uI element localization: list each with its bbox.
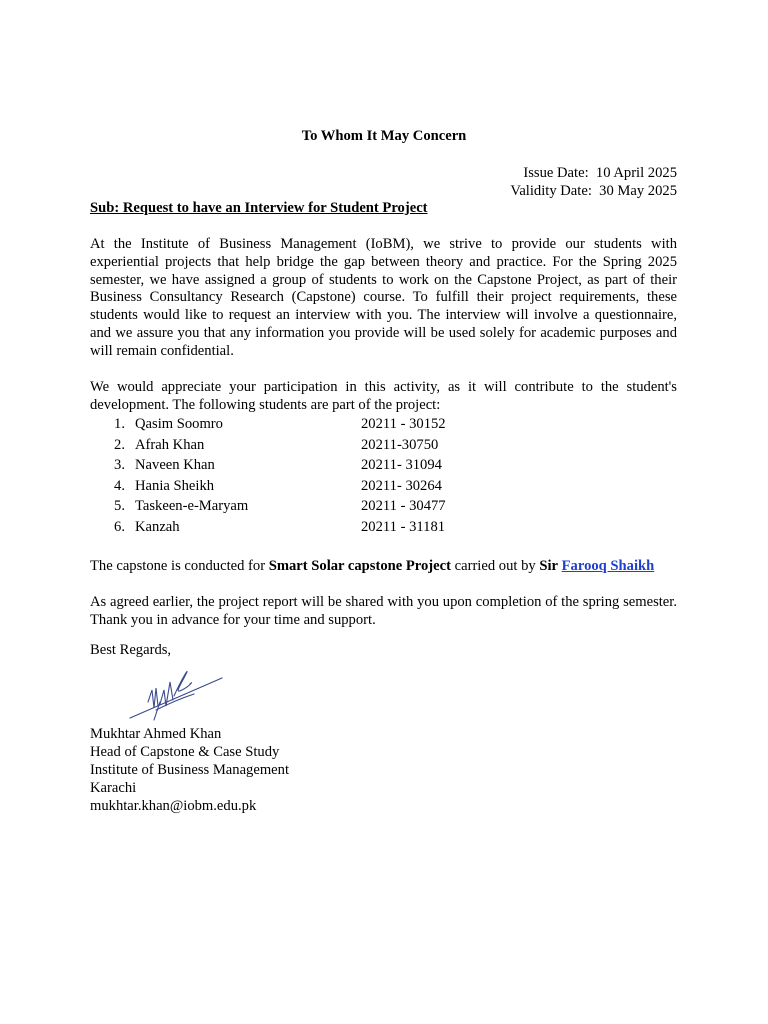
date-block [510,165,677,201]
student-list [90,414,590,537]
student-id: 20211- 30264 [361,477,442,494]
list-number: 2. [114,436,125,453]
intro-paragraph: At the Institute of Business Management (IoBM), we strive to provide our students with experiential projects that help bridge the gap between theory and practice. For the Spring 2025 semester, we have assigned a group of students to work on the Capstone Project, as part of their Business Consultancy Research (Capstone) course. To fulfill their project requirements, these students would like to request an interview with you. The interview will involve a questionnaire, and we assure you that any information you provide will be used solely for academic purposes and will remain confidential. [90,236,677,359]
list-number: 3. [114,457,125,473]
closing-salutation: Best Regards, [90,642,172,658]
supervisor-link[interactable]: Farooq Shaikh [561,558,655,574]
student-id: 20211 - 31181 [361,518,446,535]
student-id: 20211 - 30477 [361,498,446,514]
issue-date: Issue Date: 10 April 2025 [523,165,677,181]
list-item [90,496,590,517]
institute-name: Institute of Business Management [90,762,290,778]
participation-paragraph: We would appreciate your participation in this activity, as it will contribute to the student's development. The following students are part of the project: [90,379,677,413]
capstone-prefix: The capstone is conducted for [90,558,269,574]
list-item [90,476,590,497]
list-number: 6. [114,518,125,535]
student-name: Kanzah [135,518,180,535]
capstone-mid: carried out by [450,558,540,574]
city: Karachi [90,780,137,796]
validity-date: Validity Date: 30 May 2025 [510,182,677,199]
subject-line: Sub: Request to have an Interview for Student Project [90,200,428,216]
signature-image [90,660,255,724]
signer-title: Head of Capstone & Case Study [90,744,280,760]
signer-email[interactable]: mukhtar.khan@iobm.edu.pk [90,798,257,814]
list-item [90,517,590,538]
list-number: 1. [114,416,125,432]
student-name: Naveen Khan [135,457,215,473]
student-name: Hania Sheikh [135,477,215,494]
signature-block [90,726,289,816]
student-id: 20211 - 30152 [361,416,446,432]
project-name: Smart Solar capstone Project [268,558,451,574]
student-name: Taskeen-e-Maryam [135,498,249,514]
sir-title: Sir [539,558,558,574]
list-item [90,435,590,456]
signer-name: Mukhtar Ahmed Khan [90,726,222,742]
list-item [90,414,590,435]
student-name: Afrah Khan [135,436,205,453]
student-name: Qasim Soomro [135,416,223,432]
letter-title: To Whom It May Concern [301,128,467,144]
list-number: 5. [114,498,125,514]
closing-paragraph: As agreed earlier, the project report will be shared with you upon completion of the spring semester. Thank you in advance for your time and support. [90,594,677,628]
capstone-paragraph [90,558,677,576]
student-id: 20211-30750 [361,436,439,453]
list-number: 4. [114,477,125,494]
student-id: 20211- 31094 [361,457,442,473]
list-item [90,455,590,476]
